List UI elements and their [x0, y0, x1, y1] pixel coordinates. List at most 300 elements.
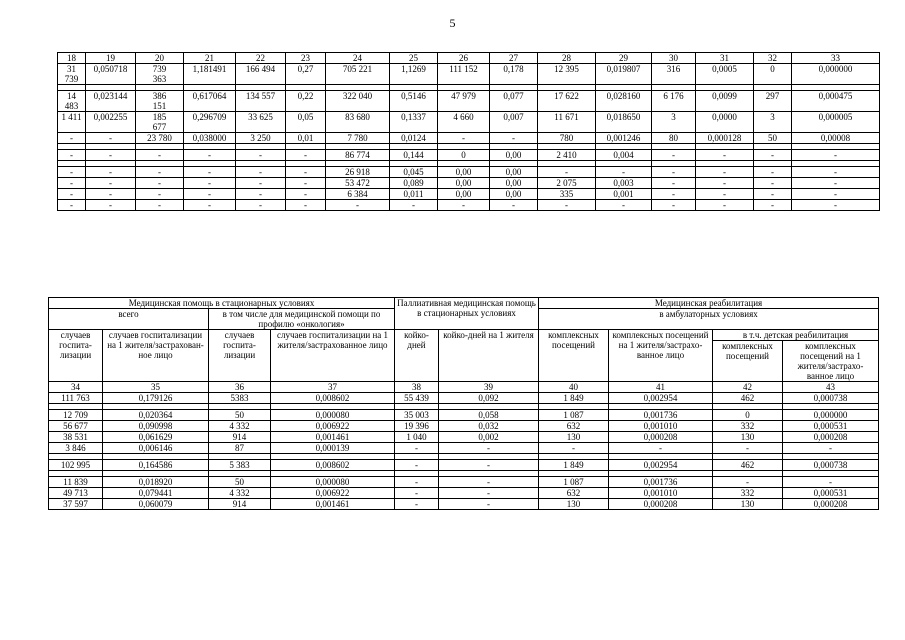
table-cell: -	[236, 200, 286, 211]
table-cell: -	[539, 443, 609, 454]
table-row	[58, 189, 880, 200]
table-cell: 0,0124	[390, 133, 438, 144]
table-cell: 166 494	[236, 64, 286, 85]
table-cell: -	[783, 477, 879, 488]
table-cell: -	[286, 150, 326, 161]
table-cell: 0,00	[438, 167, 490, 178]
table-cell: 38	[395, 382, 439, 393]
table-cell: 0,000208	[783, 499, 879, 510]
table-cell: 4 332	[209, 488, 271, 499]
table-cell: 0,003	[596, 178, 652, 189]
table-cell: 0,0000	[696, 112, 754, 133]
table-cell: 0,006922	[271, 488, 395, 499]
header-palliative: Паллиативная медицинская помощь в стационарных условиях	[395, 298, 539, 330]
table-cell: 0,001461	[271, 499, 395, 510]
table-cell: 39	[439, 382, 539, 393]
table-cell: -	[596, 167, 652, 178]
col-header-41: комплексных посещений на 1 жителя/застрахо-ванное лицо	[609, 330, 713, 382]
table-cell: 25	[390, 53, 438, 64]
table-cell: -	[652, 150, 696, 161]
table-cell: 0,00	[490, 150, 538, 161]
table-cell: 31 739	[58, 64, 86, 85]
table-cell: 36	[209, 382, 271, 393]
table-cell: -	[490, 133, 538, 144]
table-cell: 17 622	[538, 91, 596, 112]
table-cell: 2 075	[538, 178, 596, 189]
table-cell: -	[696, 150, 754, 161]
table-cell: -	[326, 200, 390, 211]
table-cell: -	[696, 178, 754, 189]
table-cell: 0,089	[390, 178, 438, 189]
table-row	[49, 393, 879, 404]
table-cell: 0,296709	[184, 112, 236, 133]
table-cell: 705 221	[326, 64, 390, 85]
table-row	[49, 432, 879, 443]
table-cell: 332	[713, 488, 783, 499]
table-cell: 0,164586	[103, 460, 209, 471]
table-cell: -	[439, 488, 539, 499]
table-cell: 33	[792, 53, 880, 64]
table-cell: -	[438, 200, 490, 211]
table-cell: -	[86, 133, 136, 144]
table-cell: 18	[58, 53, 86, 64]
table-cell: -	[58, 200, 86, 211]
table-cell: 0,028160	[596, 91, 652, 112]
table-cell: 0,006146	[103, 443, 209, 454]
table-row	[58, 133, 880, 144]
table-cell: 4 332	[209, 421, 271, 432]
table-cell: 0,000208	[783, 432, 879, 443]
table-cell: 0,000531	[783, 488, 879, 499]
col-header-39: койко-дней на 1 жителя	[439, 330, 539, 382]
col-header-38: койко-дней	[395, 330, 439, 382]
table-cell: 27	[490, 53, 538, 64]
table-cell: 0,1337	[390, 112, 438, 133]
table-cell: 50	[209, 477, 271, 488]
table-cell: 0,000000	[792, 64, 880, 85]
table-cell: 0,002255	[86, 112, 136, 133]
table-header-row	[58, 53, 880, 64]
table-cell: 0,006922	[271, 421, 395, 432]
header-outpatient: в амбулаторных условиях	[539, 309, 879, 330]
table-cell: -	[395, 499, 439, 510]
table-cell: 12 395	[538, 64, 596, 85]
table-cell: 0,00008	[792, 133, 880, 144]
table-cell: 3 250	[236, 133, 286, 144]
table-cell: -	[58, 189, 86, 200]
table-cell: 316	[652, 64, 696, 85]
table-cell: 22	[236, 53, 286, 64]
table-cell: -	[439, 460, 539, 471]
table-cell: 914	[209, 499, 271, 510]
table-cell: 0,050718	[86, 64, 136, 85]
table-cell: -	[86, 150, 136, 161]
table-row	[49, 410, 879, 421]
table-cell: -	[395, 443, 439, 454]
table-cell: 134 557	[236, 91, 286, 112]
header-oncology: в том числе для медицинской помощи по профилю «онкология»	[209, 309, 395, 330]
table-cell: 0,092	[439, 393, 539, 404]
table-cell: 0,004	[596, 150, 652, 161]
table-cell: 0,018650	[596, 112, 652, 133]
table-row	[58, 64, 880, 85]
table-cell: 462	[713, 460, 783, 471]
col-header-35: случаев госпитализации на 1 жителя/застрахован-ное лицо	[103, 330, 209, 382]
table-cell: 0,000139	[271, 443, 395, 454]
table-cell: 0,22	[286, 91, 326, 112]
table-row	[49, 460, 879, 471]
table-cell: 28	[538, 53, 596, 64]
table-cell: 0,0099	[696, 91, 754, 112]
table-cell: 0,002954	[609, 393, 713, 404]
header-inpatient: Медицинская помощь в стационарных условиях	[49, 298, 395, 309]
table-cell: 3	[754, 112, 792, 133]
table-cell: 0,018920	[103, 477, 209, 488]
table-cell: 111 763	[49, 393, 103, 404]
table-cell: 0,178	[490, 64, 538, 85]
table-cell: -	[792, 178, 880, 189]
table-cell: 35	[103, 382, 209, 393]
table-cell: -	[792, 167, 880, 178]
table-cell: 50	[209, 410, 271, 421]
table-cell: 0,5146	[390, 91, 438, 112]
table-cell: -	[713, 443, 783, 454]
table-cell: 11 671	[538, 112, 596, 133]
table-cell: 335	[538, 189, 596, 200]
table-cell: -	[696, 200, 754, 211]
table-cell: -	[236, 167, 286, 178]
table-cell: 780	[538, 133, 596, 144]
table-cell: 130	[713, 499, 783, 510]
table-cell: 0	[754, 64, 792, 85]
table-cell: -	[754, 167, 792, 178]
table-cell: -	[86, 178, 136, 189]
table-cell: -	[184, 178, 236, 189]
table-row	[49, 488, 879, 499]
table-cell: 632	[539, 421, 609, 432]
table-row	[58, 200, 880, 211]
table-cell: -	[395, 488, 439, 499]
table-cell: 0,032	[439, 421, 539, 432]
table-cell: 80	[652, 133, 696, 144]
table-cell: -	[390, 200, 438, 211]
table-cell: 1 040	[395, 432, 439, 443]
table-cell: -	[596, 200, 652, 211]
table-cell: 0	[438, 150, 490, 161]
table-cell: 19 396	[395, 421, 439, 432]
table-cell: -	[136, 200, 184, 211]
table-cell: 87	[209, 443, 271, 454]
header-rehab: Медицинская реабилитация	[539, 298, 879, 309]
table-cell: 14 483	[58, 91, 86, 112]
table-cell: 0,00	[490, 178, 538, 189]
table-row	[58, 167, 880, 178]
table-cell: -	[58, 133, 86, 144]
table-row	[58, 178, 880, 189]
table-cell: 41	[609, 382, 713, 393]
table-cell: -	[538, 167, 596, 178]
table-cell: -	[439, 477, 539, 488]
table-cell: 86 774	[326, 150, 390, 161]
table-cell: -	[439, 443, 539, 454]
table-cell: 0,019807	[596, 64, 652, 85]
table-cell: -	[286, 178, 326, 189]
table-cell: 34	[49, 382, 103, 393]
table-cell: 0,079441	[103, 488, 209, 499]
table-row	[49, 421, 879, 432]
table-cell: -	[236, 189, 286, 200]
table-cell: 30	[652, 53, 696, 64]
table-cell: 11 839	[49, 477, 103, 488]
table-cell: 0,008602	[271, 393, 395, 404]
table-cell: -	[286, 189, 326, 200]
table-cell: 0,144	[390, 150, 438, 161]
table-cell: 297	[754, 91, 792, 112]
table-cell: 7 780	[326, 133, 390, 144]
col-header-34: случаев госпита-лизации	[49, 330, 103, 382]
table-cell: -	[652, 189, 696, 200]
table-cell: 0,061629	[103, 432, 209, 443]
table-cell: 5383	[209, 393, 271, 404]
table-cell: 0	[713, 410, 783, 421]
table-cell: 0,000128	[696, 133, 754, 144]
table-cell: 43	[783, 382, 879, 393]
table-cell: 55 439	[395, 393, 439, 404]
table-cell: 0,000738	[783, 460, 879, 471]
table-cell: 37 597	[49, 499, 103, 510]
table-cell: 462	[713, 393, 783, 404]
table-cell: -	[754, 178, 792, 189]
table-cell: 40	[539, 382, 609, 393]
table-cell: 19	[86, 53, 136, 64]
table-cell: 0,002954	[609, 460, 713, 471]
table-cell: 0,000208	[609, 499, 713, 510]
table-cell: 0,617064	[184, 91, 236, 112]
table-cell: 386 151	[136, 91, 184, 112]
col-header-40: комплексных посещений	[539, 330, 609, 382]
table-cell: 0,001736	[609, 477, 713, 488]
table-cell: -	[184, 167, 236, 178]
col-header-42: комплексных посещений	[713, 341, 783, 382]
table-cell: 102 995	[49, 460, 103, 471]
table-cell: 0,000531	[783, 421, 879, 432]
table-cell: 0,001246	[596, 133, 652, 144]
table-cell: 24	[326, 53, 390, 64]
table-cell: 0,000475	[792, 91, 880, 112]
table-cell: -	[754, 200, 792, 211]
table-cell: 0,000738	[783, 393, 879, 404]
table-cell: -	[783, 443, 879, 454]
table-cell: 0,001	[596, 189, 652, 200]
table-row	[49, 477, 879, 488]
table-cell: 0,007	[490, 112, 538, 133]
table-cell: 0,090998	[103, 421, 209, 432]
table-cell: 6 176	[652, 91, 696, 112]
table-cell: -	[438, 133, 490, 144]
table-cell: -	[136, 189, 184, 200]
table-cell: 0,058	[439, 410, 539, 421]
table-cell: 0,001010	[609, 421, 713, 432]
table-cell: 130	[713, 432, 783, 443]
table-cell: 4 660	[438, 112, 490, 133]
table-cell: 23	[286, 53, 326, 64]
table-cell: 38 531	[49, 432, 103, 443]
table-cell: 20	[136, 53, 184, 64]
table-cell: 0,27	[286, 64, 326, 85]
header-child-rehab: в т.ч. детская реабилитация	[713, 330, 879, 341]
table-cell: 0,060079	[103, 499, 209, 510]
table-cell: -	[538, 200, 596, 211]
table-cell: 21	[184, 53, 236, 64]
table-cell: 1 849	[539, 460, 609, 471]
table-cell: 1,1269	[390, 64, 438, 85]
table-cell: 83 680	[326, 112, 390, 133]
table-cell: -	[184, 200, 236, 211]
table-cell: -	[652, 200, 696, 211]
table-cell: 0,001736	[609, 410, 713, 421]
table-cell: 37	[271, 382, 395, 393]
table-cell: 23 780	[136, 133, 184, 144]
table-cell: 185 677	[136, 112, 184, 133]
table-cell: -	[395, 477, 439, 488]
table-cell: 322 040	[326, 91, 390, 112]
table-cell: 0,008602	[271, 460, 395, 471]
table-cell: 0,000080	[271, 410, 395, 421]
table-cell: 0,00	[490, 189, 538, 200]
table-cell: 0,077	[490, 91, 538, 112]
table-cell: 632	[539, 488, 609, 499]
table-cell: 914	[209, 432, 271, 443]
table-cell: 0,011	[390, 189, 438, 200]
table-cell: -	[713, 477, 783, 488]
table-cell: 53 472	[326, 178, 390, 189]
table-cell: 29	[596, 53, 652, 64]
table-cell: 0,00	[438, 189, 490, 200]
table-cell: -	[136, 167, 184, 178]
table-cell: -	[184, 189, 236, 200]
table-cell: 42	[713, 382, 783, 393]
table-cell: -	[439, 499, 539, 510]
table-cell: 739 363	[136, 64, 184, 85]
table-cell: -	[792, 200, 880, 211]
table-cell: 0,00	[490, 167, 538, 178]
table-cell: -	[395, 460, 439, 471]
table-cell: -	[184, 150, 236, 161]
table-cell: -	[754, 150, 792, 161]
table-cell: -	[86, 200, 136, 211]
table-cell: 3 846	[49, 443, 103, 454]
table-cell: -	[136, 150, 184, 161]
table-cell: 0,01	[286, 133, 326, 144]
table-cell: -	[652, 167, 696, 178]
table-cell: 31	[696, 53, 754, 64]
table-cell: 33 625	[236, 112, 286, 133]
table-cell: 130	[539, 499, 609, 510]
table-cell: 1 087	[539, 410, 609, 421]
table-row	[49, 443, 879, 454]
table-cell: 49 713	[49, 488, 103, 499]
table-cell: 0,038000	[184, 133, 236, 144]
table-cell: 47 979	[438, 91, 490, 112]
table-cell: 0,001461	[271, 432, 395, 443]
table-cell: 56 677	[49, 421, 103, 432]
table-cell: -	[286, 200, 326, 211]
table-cell: 0,020364	[103, 410, 209, 421]
table-cell: 3	[652, 112, 696, 133]
table-cell: 0,000080	[271, 477, 395, 488]
table-row	[58, 112, 880, 133]
table-cell: 26	[438, 53, 490, 64]
table-cell: -	[136, 178, 184, 189]
table-cell: 1 849	[539, 393, 609, 404]
table-cell: -	[86, 167, 136, 178]
table-cell: 0,000005	[792, 112, 880, 133]
table-cell: 0,045	[390, 167, 438, 178]
table-cell: 0,023144	[86, 91, 136, 112]
table-cell: -	[58, 150, 86, 161]
table-cell: 1,181491	[184, 64, 236, 85]
table-cell: 5 383	[209, 460, 271, 471]
header-total: всего	[49, 309, 209, 330]
table-cell: 6 384	[326, 189, 390, 200]
table-cell: 12 709	[49, 410, 103, 421]
table-cell: -	[236, 150, 286, 161]
table-row	[58, 150, 880, 161]
table-cell: 0,002	[439, 432, 539, 443]
table-cell: -	[86, 189, 136, 200]
table-cell: 0,179126	[103, 393, 209, 404]
col-header-36: случаев госпита-лизации	[209, 330, 271, 382]
table-cell: -	[696, 189, 754, 200]
table-cell: -	[792, 189, 880, 200]
table-cell: 35 003	[395, 410, 439, 421]
table-cell: -	[58, 178, 86, 189]
table-row	[58, 91, 880, 112]
table-cell: 0,000000	[783, 410, 879, 421]
table-cell: 2 410	[538, 150, 596, 161]
table-cell: -	[696, 167, 754, 178]
table-cell: -	[754, 189, 792, 200]
table-cell: 0,0005	[696, 64, 754, 85]
table-columns-18-33	[57, 52, 880, 211]
table-cell: 50	[754, 133, 792, 144]
table-cell: -	[490, 200, 538, 211]
table-cell: -	[792, 150, 880, 161]
col-header-43: комплексных посещений на 1 жителя/застрахо-ванное лицо	[783, 341, 879, 382]
table-cell: 0,001010	[609, 488, 713, 499]
table-cell: 0,00	[438, 178, 490, 189]
column-number-row	[49, 382, 879, 393]
col-header-37: случаев госпитализации на 1 жителя/застрахованное лицо	[271, 330, 395, 382]
table-cell: 111 152	[438, 64, 490, 85]
table-cell: 0,000208	[609, 432, 713, 443]
table-cell: 332	[713, 421, 783, 432]
table-cell: 1 411	[58, 112, 86, 133]
table-cell: 130	[539, 432, 609, 443]
table-cell: -	[236, 178, 286, 189]
table-cell: 26 918	[326, 167, 390, 178]
table-row	[49, 499, 879, 510]
table-cell: 1 087	[539, 477, 609, 488]
table-cell: -	[609, 443, 713, 454]
table-cell: 0,05	[286, 112, 326, 133]
table-cell: -	[58, 167, 86, 178]
table-cell: 32	[754, 53, 792, 64]
page-number: 5	[449, 16, 456, 30]
table-cell: -	[652, 178, 696, 189]
table-columns-34-43	[48, 297, 879, 510]
table-cell: -	[286, 167, 326, 178]
